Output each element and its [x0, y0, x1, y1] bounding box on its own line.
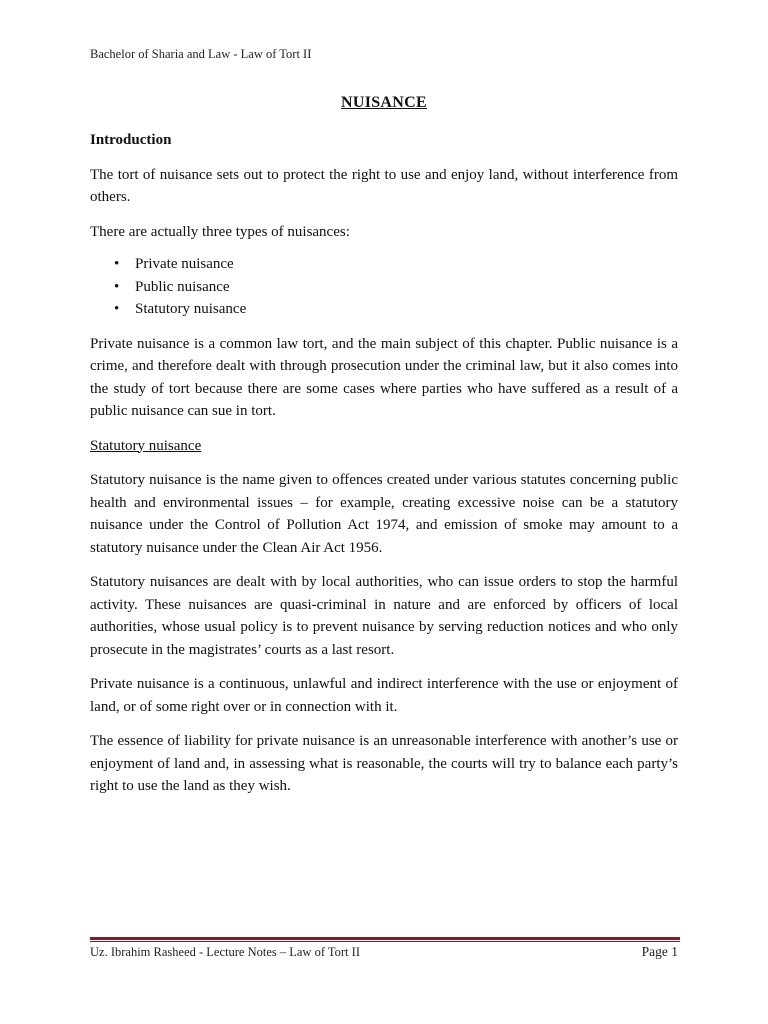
paragraph-intro: The tort of nuisance sets out to protect the right to use and enjoy land, without interference from others.: [90, 166, 678, 205]
list-item-statutory: • Statutory nuisance: [135, 298, 678, 321]
paragraph-statutory-definition: Statutory nuisance is the name given to offences created under various statutes concerning public health and environmental issues – for example, creating excessive noise can be a statutory nuisance under the Control of Pollution Act 1974, and emission of smoke may amount to a statutory nuisance under the Clean Air Act 1956.: [90, 472, 678, 556]
paragraph-statutory-enforcement: Statutory nuisances are dealt with by local authorities, who can issue orders to stop the harmful activity. These nuisances are quasi-criminal in nature and are enforced by officers of local authorities, whose usual policy is to prevent nuisance by serving reduction notices and who only prosecute in the magistrates’ courts as a last resort.: [90, 574, 678, 658]
paragraph-private-public: Private nuisance is a common law tort, and the main subject of this chapter. Public nuisance is a crime, and therefore dealt with through prosecution under the criminal law, but it also comes into the study of tort because there are some cases where parties who have suffered as a result of a public nuisance can sue in tort.: [90, 335, 678, 419]
paragraph-private-definition: Private nuisance is a continuous, unlawful and indirect interference with the use or enjoyment of land, or of some right over or in connection with it.: [90, 676, 678, 715]
paragraph-liability: The essence of liability for private nuisance is an unreasonable interference with another’s use or enjoyment of land and, in assessing what is reasonable, the courts will try to balance each party’s right to use the land as they wish.: [90, 733, 678, 794]
page-header: Bachelor of Sharia and Law - Law of Tort II: [90, 47, 312, 61]
list-item-private: • Private nuisance: [135, 253, 678, 276]
footer-rule-thick: [90, 937, 680, 940]
footer-author: Uz. Ibrahim Rasheed - Lecture Notes – Law of Tort II: [90, 945, 360, 959]
statutory-nuisance-subheading: Statutory nuisance: [90, 437, 202, 454]
list-item-public: • Public nuisance: [135, 276, 678, 299]
introduction-heading: Introduction: [90, 132, 172, 148]
paragraph-types-lead: There are actually three types of nuisances:: [90, 223, 350, 240]
page-number: Page 1: [641, 944, 678, 959]
nuisance-types-list: [90, 253, 678, 321]
footer-rule-thin: [90, 941, 680, 942]
page-title: NUISANCE: [341, 94, 427, 111]
document-body: [90, 129, 678, 810]
